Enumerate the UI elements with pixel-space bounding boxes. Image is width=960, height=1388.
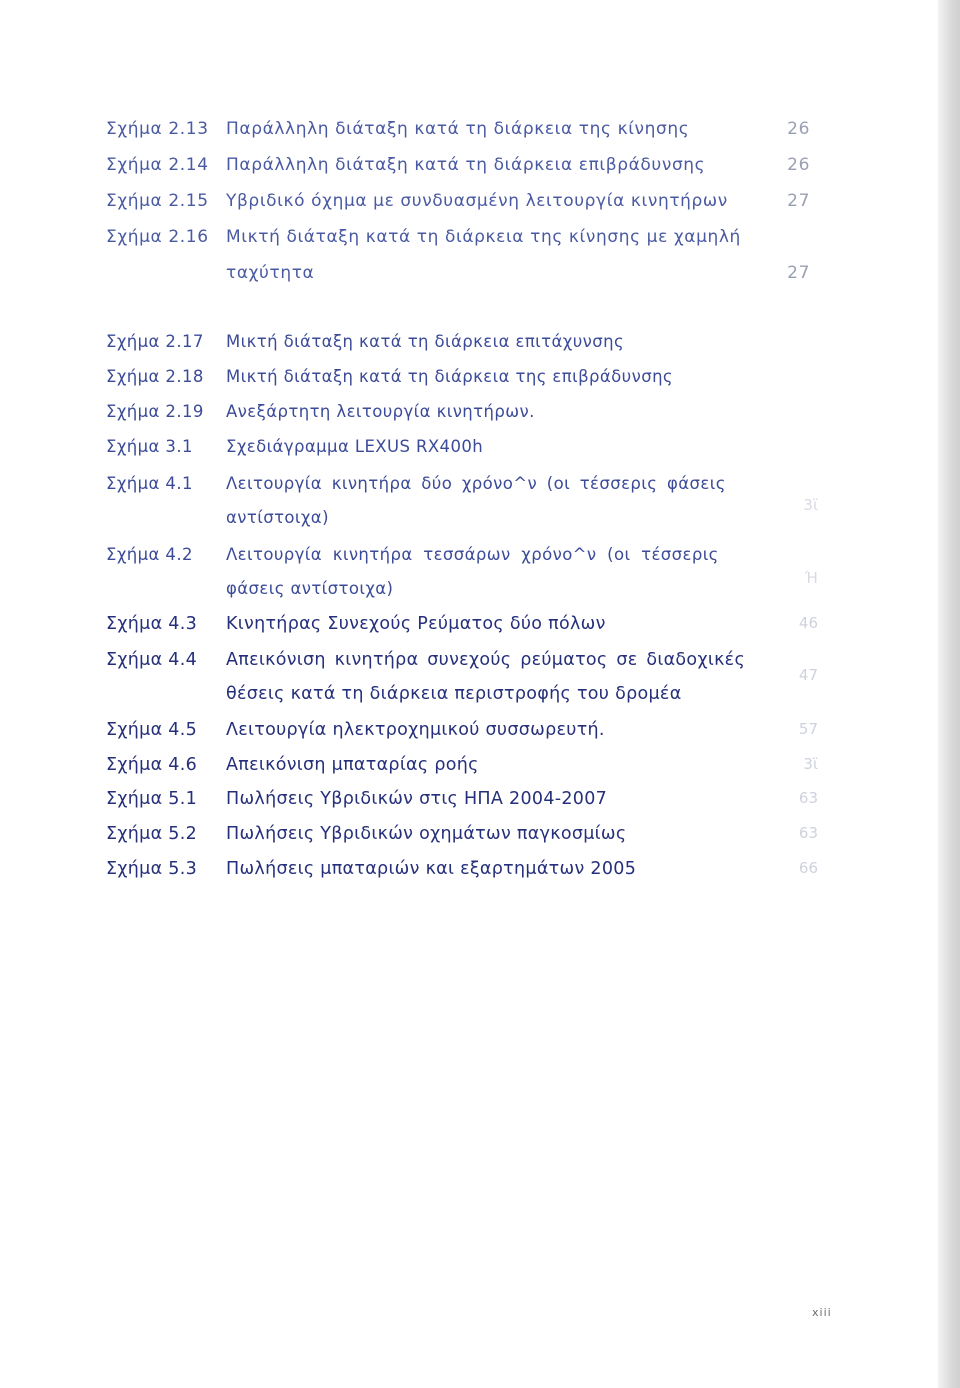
figure-title-continuation: αντίστοιχα) <box>226 508 329 527</box>
figure-title: Ανεξάρτητη λειτουργία κινητήρων. <box>226 402 535 421</box>
figure-label: Σχήμα 5.2 <box>106 824 198 844</box>
figure-title: Σχεδιάγραμμα LEXUS RX400h <box>226 437 484 456</box>
figure-page-number: 63 <box>798 824 818 842</box>
figure-label: Σχήμα 4.4 <box>106 650 198 670</box>
figure-label: Σχήμα 2.18 <box>106 367 204 386</box>
figure-title: Παράλληλη διάταξη κατά τη διάρκεια της κίνησης <box>226 119 690 139</box>
figure-title-continuation: φάσεις αντίστοιχα) <box>226 579 394 598</box>
figure-label: Σχήμα 4.5 <box>106 720 198 740</box>
figure-page-number: 66 <box>798 859 818 877</box>
figure-title: Παράλληλη διάταξη κατά τη διάρκεια επιβράδυνσης <box>226 155 706 175</box>
figure-page-number: 47 <box>798 666 818 684</box>
figure-page-number: 26 <box>787 155 810 175</box>
figure-title: Απεικόνιση κινητήρα συνεχούς ρεύματος σε διαδοχικές <box>226 650 746 670</box>
figure-title: Λειτουργία ηλεκτροχημικού συσσωρευτή. <box>226 720 605 740</box>
figure-title: Πωλήσεις Υβριδικών οχημάτων παγκοσμίως <box>226 824 627 844</box>
page-number-footer: xiii <box>812 1306 832 1319</box>
figure-label: Σχήμα 3.1 <box>106 437 193 456</box>
figure-label: Σχήμα 4.6 <box>106 755 198 775</box>
figure-label: Σχήμα 4.2 <box>106 545 193 564</box>
figure-title: Μικτή διάταξη κατά τη διάρκεια επιτάχυνσης <box>226 332 625 351</box>
figure-title: Πωλήσεις Υβριδικών στις ΗΠΑ 2004-2007 <box>226 789 608 809</box>
figure-page-number: 46 <box>798 614 818 632</box>
figure-label: Σχήμα 2.14 <box>106 155 209 175</box>
figure-title: Κινητήρας Συνεχούς Ρεύματος δύο πόλων <box>226 614 606 634</box>
figure-page-number: 27 <box>787 191 810 211</box>
figure-title: Απεικόνιση μπαταρίας ροής <box>226 755 479 775</box>
figure-label: Σχήμα 2.17 <box>106 332 204 351</box>
figure-label: Σχήμα 2.19 <box>106 402 204 421</box>
figure-title: Μικτή διάταξη κατά τη διάρκεια της επιβράδυνσης <box>226 367 674 386</box>
figure-page-number: Ή <box>804 569 818 587</box>
figure-page-number: 3ϊ <box>803 755 818 773</box>
figure-label: Σχήμα 4.3 <box>106 614 198 634</box>
figure-label: Σχήμα 2.15 <box>106 191 209 211</box>
figure-page-number: 26 <box>787 119 810 139</box>
figure-title: Μικτή διάταξη κατά τη διάρκεια της κίνησης με χαμηλή <box>226 227 741 247</box>
figure-page-number: 57 <box>798 720 818 738</box>
figure-title: Λειτουργία κινητήρα τεσσάρων χρόνο^ν (οι τέσσερις <box>226 545 719 564</box>
figure-page-number: 3ϊ <box>803 496 818 514</box>
figure-label: Σχήμα 4.1 <box>106 474 193 493</box>
figure-label: Σχήμα 5.3 <box>106 859 198 879</box>
figure-label: Σχήμα 5.1 <box>106 789 198 809</box>
figure-title: Υβριδικό όχημα με συνδυασμένη λειτουργία κινητήρων <box>226 191 728 211</box>
figure-title-continuation: θέσεις κατά τη διάρκεια περιστροφής του δρομέα <box>226 684 682 704</box>
figure-page-number: 63 <box>798 789 818 807</box>
figure-title-continuation: ταχύτητα <box>226 263 315 283</box>
figure-label: Σχήμα 2.16 <box>106 227 209 247</box>
figure-title: Λειτουργία κινητήρα δύο χρόνο^ν (οι τέσσερις φάσεις <box>226 474 726 493</box>
figure-page-number: 27 <box>787 263 810 283</box>
figure-label: Σχήμα 2.13 <box>106 119 209 139</box>
scan-edge-shadow <box>938 0 960 1388</box>
figure-title: Πωλήσεις μπαταριών και εξαρτημάτων 2005 <box>226 859 637 879</box>
